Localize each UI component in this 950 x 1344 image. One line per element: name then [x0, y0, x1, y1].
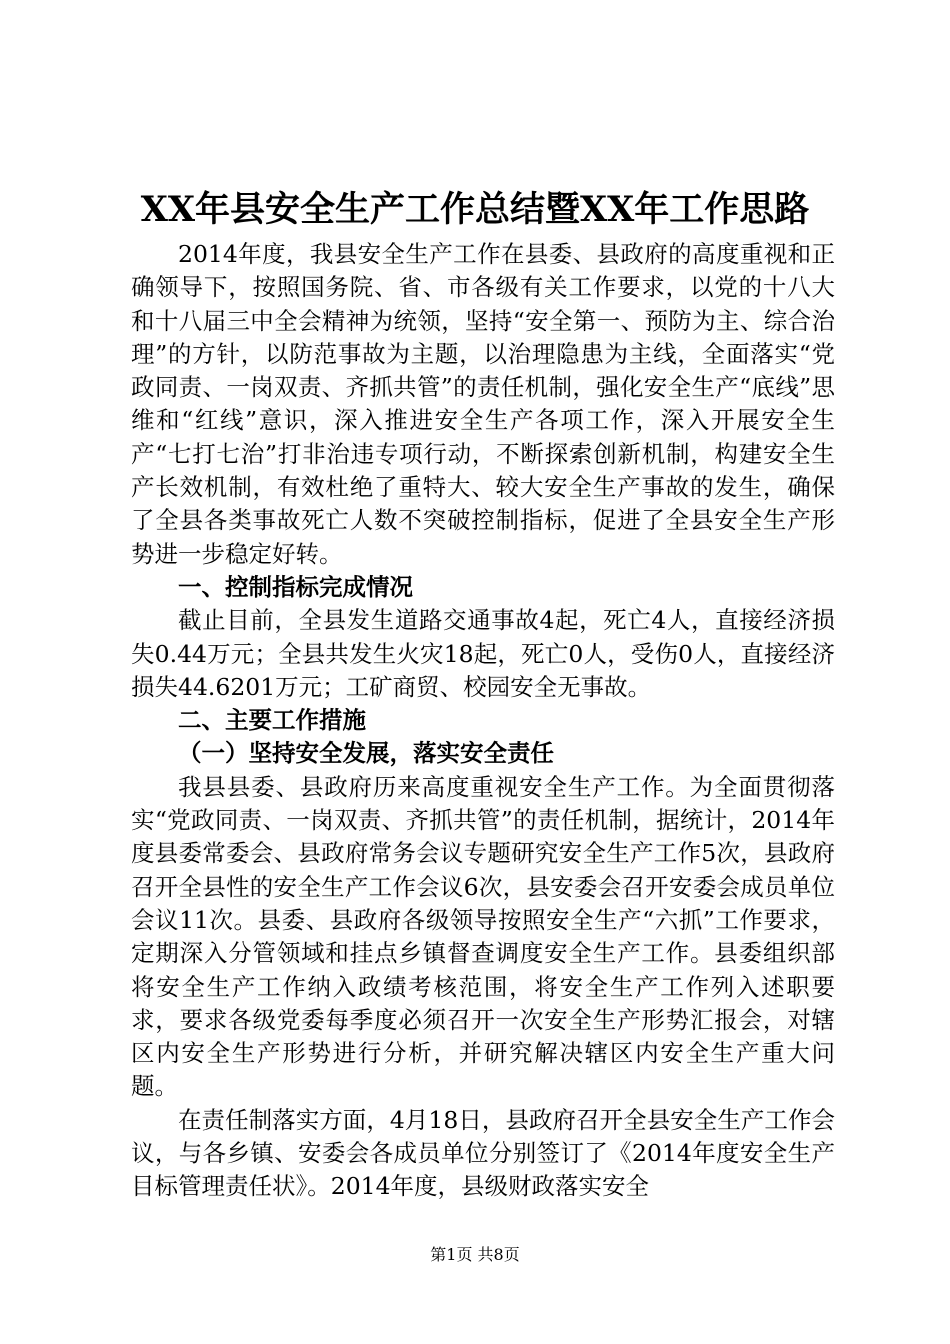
- body-paragraph-indicators: 截止目前，全县发生道路交通事故4起，死亡4人，直接经济损失0.44万元；全县共发生火灾18起，死亡0人，受伤0人，直接经济损失44.6201万元；工矿商贸、校园安全无事故。: [131, 606, 835, 701]
- document-title: XX年县安全生产工作总结暨XX年工作思路: [140, 189, 810, 230]
- body-paragraph-intro: 2014年度，我县安全生产工作在县委、县政府的高度重视和正确领导下，按照国务院、省、市各级有关工作要求，以党的十八大和十八届三中全会精神为统领，坚持“安全第一、预防为主、综合治理”的方针，以防范事故为主题，以治理隐患为主线，全面落实“党政同责、一岗双责、齐抓共管”的责任机制，强化安全生产“底线”思维和“红线”意识，深入推进安全生产各项工作，深入开展安全生产“七打七治”打非治违专项行动，不断探索创新机制，构建安全生产长效机制，有效杜绝了重特大、较大安全生产事故的发生，确保了全县各类事故死亡人数不突破控制指标，促进了全县安全生产形势进一步稳定好转。: [131, 240, 835, 568]
- body-paragraph-implementation: 在责任制落实方面，4月18日，县政府召开全县安全生产工作会议，与各乡镇、安委会各成员单位分别签订了《2014年度安全生产目标管理责任状》。2014年度，县级财政落实安全: [131, 1105, 835, 1201]
- document-body: [131, 238, 835, 1204]
- subsection-heading-1: （一）坚持安全发展，落实安全责任: [178, 739, 554, 768]
- section-heading-2: 二、主要工作措施: [178, 706, 366, 735]
- section-heading-1: 一、控制指标完成情况: [178, 572, 413, 601]
- page-footer: 第1页 共8页: [430, 1245, 520, 1264]
- body-paragraph-responsibility: 我县县委、县政府历来高度重视安全生产工作。为全面贯彻落实“党政同责、一岗双责、齐抓共管”的责任机制，据统计，2014年度县委常委会、县政府常务会议专题研究安全生产工作5次，县政府召开全县性的安全生产工作会议6次，县安委会召开安委会成员单位会议11次。县委、县政府各级领导按照安全生产“六抓”工作要求，定期深入分管领域和挂点乡镇督查调度安全生产工作。县委组织部将安全生产工作纳入政绩考核范围，将安全生产工作列入述职要求，要求各级党委每季度必须召开一次安全生产形势汇报会，对辖区内安全生产形势进行分析，并研究解决辖区内安全生产重大问题。: [131, 772, 835, 1101]
